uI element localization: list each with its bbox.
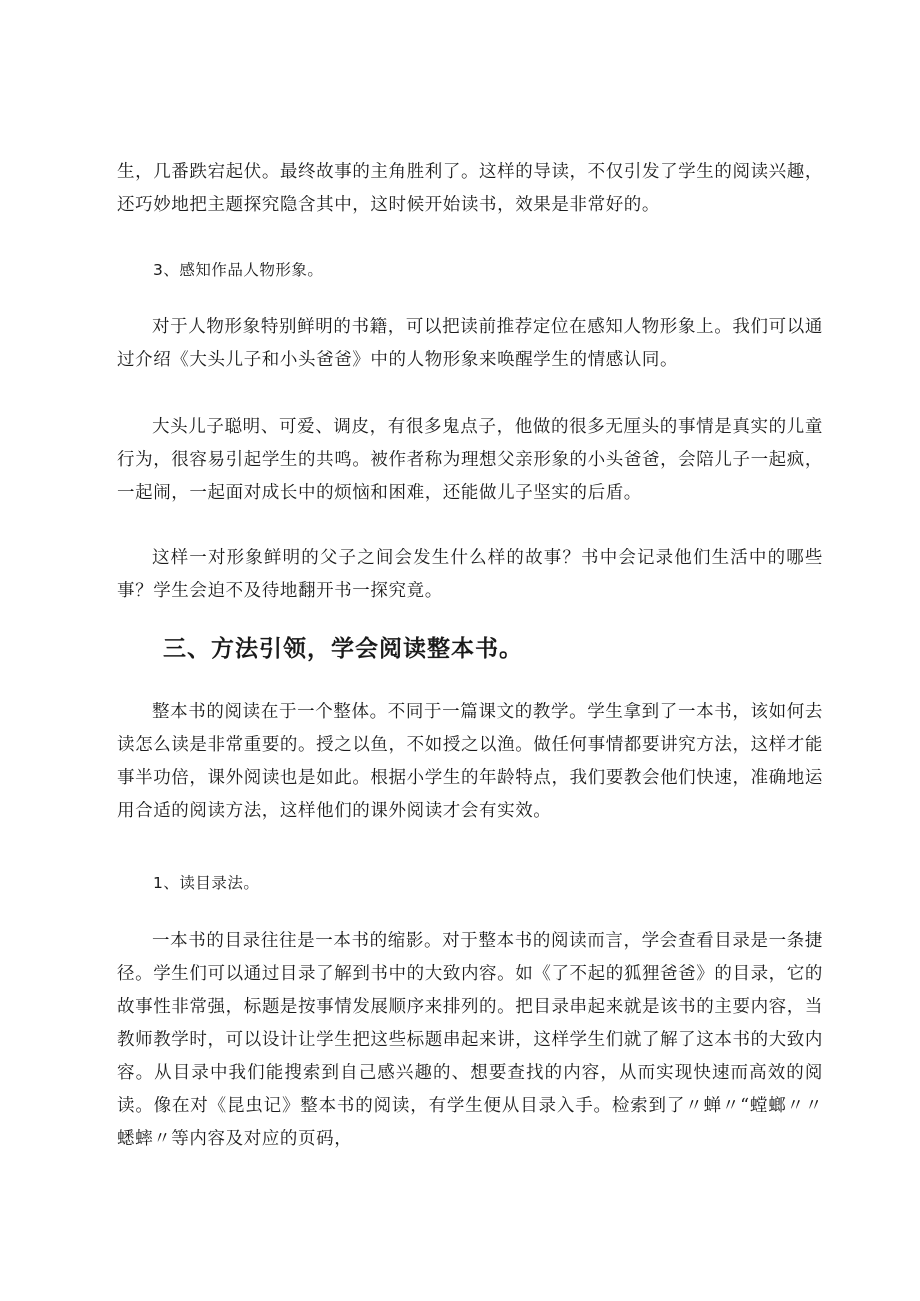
paragraph-table-of-contents-method: 一本书的目录往往是一本书的缩影。对于整本书的阅读而言，学会查看目录是一条捷径。学生们可以通过目录了解到书中的大致内容。如《了不起的狐狸爸爸》的目录，它的故事性非常强，标题是按事情发展顺序来排列的。把目录串起来就是该书的主要内容，当教师教学时，可以设计让学生把这些标题串起来讲，这样学生们就了解了这本书的大致内容。从目录中我们能搜索到自己感兴趣的、想要查找的内容，从而实现快速而高效的阅读。像在对《昆虫记》整本书的阅读，有学生便从目录入手。检索到了〃蝉〃“螳螂〃〃蟋蟀〃等内容及对应的页码， xyxy=(117,931,823,1149)
paragraph-character-intro: 对于人物形象特别鲜明的书籍，可以把读前推荐定位在感知人物形象上。我们可以通过介绍《大头儿子和小头爸爸》中的人物形象来唤醒学生的情感认同。 xyxy=(117,317,823,370)
paragraph-father-son-story: 这样一对形象鲜明的父子之间会发生什么样的故事？书中会记录他们生活中的哪些事？学生会迫不及待地翻开书一探究竟。 xyxy=(117,548,823,601)
section-heading-three: 三、方法引领，学会阅读整本书。 xyxy=(163,635,523,662)
subheading-perceive-characters: 3、感知作品人物形象。 xyxy=(153,261,324,279)
paragraph-continuation: 生，几番跌宕起伏。最终故事的主角胜利了。这样的导读，不仅引发了学生的阅读兴趣，还巧妙地把主题探究隐含其中，这时候开始读书，效果是非常好的。 xyxy=(117,162,823,215)
paragraph-big-head-son: 大头儿子聪明、可爱、调皮，有很多鬼点子，他做的很多无厘头的事情是真实的儿童行为，很容易引起学生的共鸣。被作者称为理想父亲形象的小头爸爸，会陪儿子一起疯，一起闹，一起面对成长中的烦恼和困难，还能做儿子坚实的后盾。 xyxy=(117,417,823,503)
subheading-table-of-contents: 1、读目录法。 xyxy=(153,874,260,892)
paragraph-whole-book-reading: 整本书的阅读在于一个整体。不同于一篇课文的教学。学生拿到了一本书，该如何去读怎么读是非常重要的。授之以鱼，不如授之以渔。做任何事情都要讲究方法，这样才能事半功倍，课外阅读也是如此。根据小学生的年龄特点，我们要教会他们快速，准确地运用合适的阅读方法，这样他们的课外阅读才会有实效。 xyxy=(117,702,823,821)
